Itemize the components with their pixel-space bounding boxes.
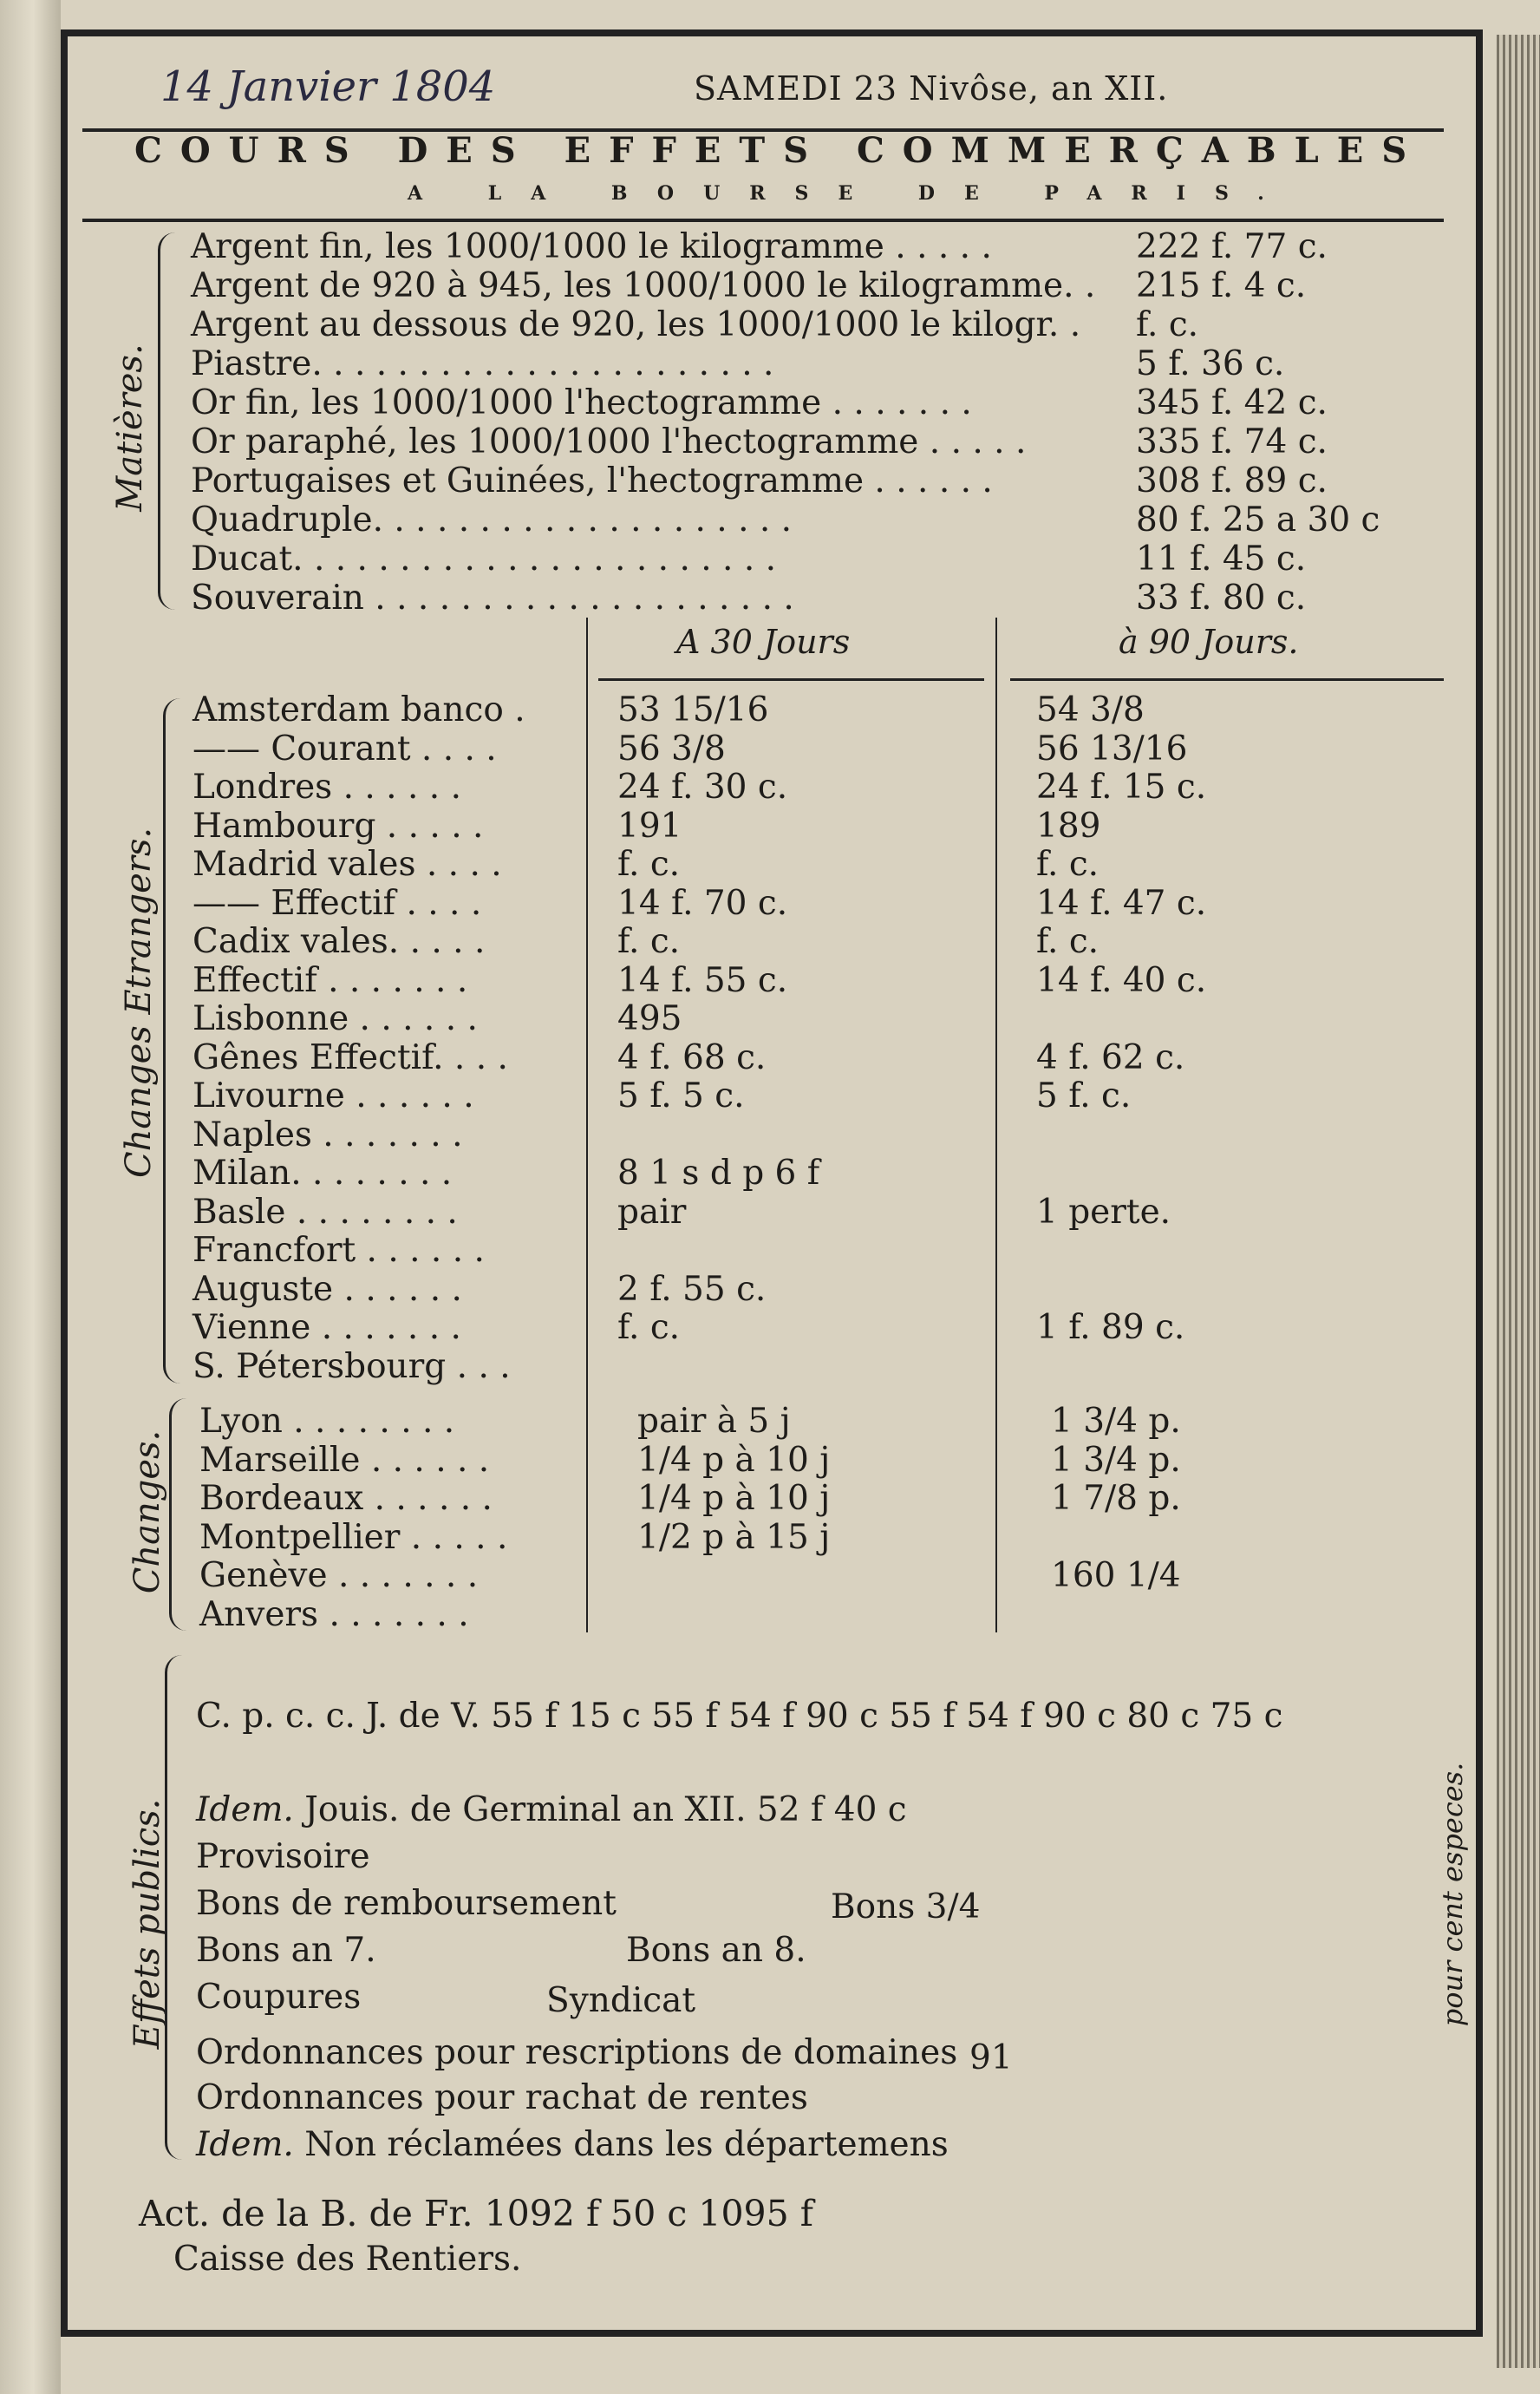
rule [82, 219, 1444, 222]
matiere-name: Portugaises et Guinées, l'hectogramme . . . . . . [191, 461, 993, 500]
rate-30-jours: 5 f. 5 c. [617, 1076, 745, 1115]
matiere-value: 335 f. 74 c. [1136, 422, 1328, 461]
rule [598, 678, 984, 681]
rate-90-jours: 14 f. 47 c. [1036, 884, 1207, 923]
place-name: —— Effectif . . . . [192, 884, 482, 923]
place-name: Milan. . . . . . . . [192, 1154, 453, 1193]
page-edges [1497, 35, 1540, 2368]
place-name: Gênes Effectif. . . . [192, 1038, 508, 1077]
matiere-value: 11 f. 45 c. [1136, 540, 1307, 579]
matiere-value: 222 f. 77 c. [1136, 227, 1328, 266]
rate-30-jours: 4 f. 68 c. [617, 1038, 767, 1077]
idem-label: Idem. [196, 1790, 294, 1829]
rate-90-jours: 24 f. 15 c. [1036, 768, 1207, 807]
place-name: Anvers . . . . . . . [199, 1595, 469, 1634]
syndicat-line: Syndicat [546, 1981, 696, 2020]
rate-90-jours: 189 [1036, 807, 1101, 846]
brace [163, 698, 183, 1383]
rate-90-jours: 4 f. 62 c. [1036, 1038, 1185, 1077]
rate-90-jours: 160 1/4 [1051, 1556, 1181, 1595]
section-label-changes: Changes. [127, 1429, 167, 1594]
rate-90-jours: 1 f. 89 c. [1036, 1308, 1185, 1347]
label-pour-cent-especes: pour cent especes. [1436, 1762, 1469, 2027]
caisse-rentiers-line: Caisse des Rentiers. [173, 2240, 522, 2279]
rate-90-jours: f. c. [1036, 845, 1100, 884]
cpc-line: C. p. c. c. J. de V. 55 f 15 c 55 f 54 f 90 c 55 f 54 f 90 c 80 c 75 c [196, 1697, 1283, 1736]
rate-30-jours: 1/4 p à 10 j [637, 1441, 831, 1480]
place-name: Marseille . . . . . . [199, 1441, 490, 1480]
coupures-line: Coupures [196, 1978, 362, 2017]
matiere-value: 215 f. 4 c. [1136, 266, 1307, 305]
place-name: Vienne . . . . . . . [192, 1308, 461, 1347]
rate-30-jours: 14 f. 55 c. [617, 961, 788, 1000]
rate-90-jours: 1 3/4 p. [1051, 1441, 1181, 1480]
place-name: Naples . . . . . . . [192, 1115, 463, 1154]
page-subtitle: A LA BOURSE DE PARIS. [408, 182, 1294, 205]
book-binding [0, 0, 61, 2394]
matiere-value: 308 f. 89 c. [1136, 461, 1328, 500]
place-name: Francfort . . . . . . [192, 1231, 485, 1270]
rate-30-jours: f. c. [617, 922, 681, 961]
section-label-matieres: Matières. [110, 343, 150, 512]
rate-30-jours: 56 3/8 [617, 729, 726, 769]
matiere-value: 345 f. 42 c. [1136, 383, 1328, 422]
matiere-name: Or paraphé, les 1000/1000 l'hectogramme . . . . . [191, 422, 1027, 461]
actions-banque-line: Act. de la B. de Fr. 1092 f 50 c 1095 f [139, 2193, 813, 2234]
matiere-name: Argent au dessous de 920, les 1000/1000 le kilogr. . [191, 305, 1081, 344]
rate-90-jours: 54 3/8 [1036, 690, 1145, 729]
rate-30-jours: 24 f. 30 c. [617, 768, 788, 807]
rate-30-jours: f. c. [617, 1308, 681, 1347]
ordonnances-domaines-value: 91 [969, 2038, 1013, 2077]
page-title: COURS DES EFFETS COMMERÇABLES [134, 130, 1426, 171]
rate-90-jours: 5 f. c. [1036, 1076, 1132, 1115]
rate-30-jours: 14 f. 70 c. [617, 884, 788, 923]
ordonnances-rentes-line: Ordonnances pour rachat de rentes [196, 2078, 808, 2117]
provisoire-line: Provisoire [196, 1837, 370, 1876]
column-divider [995, 618, 997, 1632]
rate-90-jours: f. c. [1036, 922, 1100, 961]
rate-30-jours: 8 1 s d p 6 f [617, 1154, 820, 1193]
date-line: SAMEDI 23 Nivôse, an XII. [694, 69, 1169, 108]
place-name: Livourne . . . . . . [192, 1076, 474, 1115]
place-name: Londres . . . . . . [192, 768, 461, 807]
section-label-changes-etrangers: Changes Etrangers. [119, 827, 159, 1178]
matiere-name: Piastre. . . . . . . . . . . . . . . . . . . . . . [191, 344, 774, 383]
rate-90-jours: 1 perte. [1036, 1193, 1171, 1232]
idem-label: Idem. [196, 2125, 294, 2164]
matiere-value: f. c. [1136, 305, 1199, 344]
rate-30-jours: 53 15/16 [617, 690, 769, 729]
bons-an-8: Bons an 8. [626, 1931, 806, 1970]
rule [1010, 678, 1444, 681]
rate-30-jours: 2 f. 55 c. [617, 1270, 767, 1309]
rate-30-jours: f. c. [617, 845, 681, 884]
non-reclamees-line: Non réclamées dans les départemens [304, 2125, 949, 2164]
rate-30-jours: 1/2 p à 15 j [637, 1518, 831, 1557]
place-name: Hambourg . . . . . [192, 807, 484, 846]
column-header-30-jours: A 30 Jours [676, 623, 851, 661]
matiere-name: Argent de 920 à 945, les 1000/1000 le kilogramme. . [191, 266, 1096, 305]
matiere-name: Quadruple. . . . . . . . . . . . . . . . . . . . [191, 500, 793, 540]
ordonnances-domaines-line: Ordonnances pour rescriptions de domaines [196, 2033, 958, 2072]
matiere-name: Souverain . . . . . . . . . . . . . . . . . . . . [191, 579, 794, 618]
place-name: Bordeaux . . . . . . [199, 1479, 493, 1518]
rate-90-jours: 56 13/16 [1036, 729, 1188, 769]
bons-remboursement-line: Bons de remboursement [196, 1884, 617, 1923]
place-name: Basle . . . . . . . . [192, 1193, 458, 1232]
column-header-90-jours: à 90 Jours. [1119, 623, 1299, 661]
matiere-name: Ducat. . . . . . . . . . . . . . . . . . . . . . . [191, 540, 777, 579]
brace [169, 1398, 189, 1631]
place-name: Madrid vales . . . . [192, 845, 502, 884]
section-label-effets-publics: Effets publics. [127, 1798, 167, 2050]
place-name: Effectif . . . . . . . [192, 961, 468, 1000]
place-name: Genève . . . . . . . [199, 1556, 479, 1595]
place-name: Lisbonne . . . . . . [192, 999, 478, 1038]
matiere-name: Or fin, les 1000/1000 l'hectogramme . . . . . . . [191, 383, 972, 422]
rate-30-jours: 495 [617, 999, 682, 1038]
rate-30-jours: pair [617, 1193, 687, 1232]
rate-30-jours: pair à 5 j [637, 1402, 791, 1441]
handwritten-date: 14 Janvier 1804 [160, 62, 496, 111]
rate-90-jours: 1 3/4 p. [1051, 1402, 1181, 1441]
place-name: Lyon . . . . . . . . [199, 1402, 455, 1441]
rate-30-jours: 1/4 p à 10 j [637, 1479, 831, 1518]
matiere-value: 33 f. 80 c. [1136, 579, 1307, 618]
matiere-value: 80 f. 25 a 30 c [1136, 500, 1380, 540]
matiere-value: 5 f. 36 c. [1136, 344, 1285, 383]
place-name: S. Pétersbourg . . . [192, 1347, 511, 1386]
place-name: —— Courant . . . . [192, 729, 497, 769]
column-divider [586, 618, 588, 1632]
rate-90-jours: 14 f. 40 c. [1036, 961, 1207, 1000]
matiere-name: Argent fin, les 1000/1000 le kilogramme . . . . . [191, 227, 992, 266]
rate-30-jours: 191 [617, 807, 682, 846]
bons-3-4: Bons 3/4 [831, 1887, 981, 1926]
jouissance-line: Jouis. de Germinal an XII. 52 f 40 c [304, 1790, 907, 1829]
brace [158, 232, 178, 610]
place-name: Auguste . . . . . . [192, 1270, 462, 1309]
rate-90-jours: 1 7/8 p. [1051, 1479, 1181, 1518]
bons-an-7: Bons an 7. [196, 1931, 376, 1970]
brace [165, 1655, 185, 2160]
place-name: Montpellier . . . . . [199, 1518, 508, 1557]
place-name: Amsterdam banco . [192, 690, 525, 729]
place-name: Cadix vales. . . . . [192, 922, 486, 961]
